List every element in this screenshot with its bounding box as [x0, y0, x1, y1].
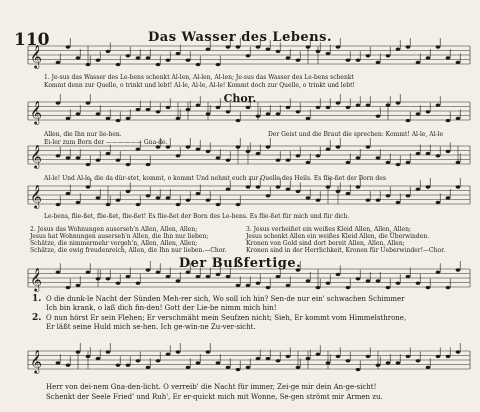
note-head	[236, 145, 241, 148]
note-head	[266, 145, 271, 148]
note-head	[176, 154, 181, 157]
note-head	[306, 117, 311, 120]
note-head	[296, 110, 301, 113]
note-head	[296, 154, 301, 157]
verse-text: Kronen sind in der Herrlichkeit, Kronen für Ueberwinder!—Chor.	[246, 247, 446, 254]
note-head	[426, 152, 431, 155]
note-head	[396, 361, 401, 364]
verse-text: 3. Jesus verheißet ein weißes Kleid Allen, Allen, Allen;	[246, 226, 411, 233]
note-head	[256, 45, 261, 48]
note-head	[106, 203, 111, 206]
note-head	[316, 106, 321, 109]
note-head	[76, 284, 81, 287]
note-head	[456, 161, 461, 164]
note-head	[356, 185, 361, 188]
note-head	[176, 203, 181, 206]
note-head	[126, 54, 131, 57]
note-head	[76, 56, 81, 59]
note-head	[156, 63, 161, 66]
note-head	[356, 277, 361, 280]
note-head	[336, 273, 341, 276]
note-head	[236, 203, 241, 206]
note-head	[106, 152, 111, 155]
note-head	[376, 156, 381, 159]
note-head	[116, 364, 121, 367]
note-head	[296, 190, 301, 193]
note-head	[146, 194, 151, 197]
note-head	[76, 156, 81, 159]
note-head	[346, 286, 351, 289]
lyric-line: Le-bens, flie-ßet, flie-ßet, flie-ßet! Es flie-ßet der Born des Le-bens. Es flie-ßet für mich und für dich.	[44, 213, 350, 220]
note-head	[386, 361, 391, 364]
note-head	[86, 163, 91, 166]
note-head	[376, 199, 381, 202]
note-head	[106, 350, 111, 353]
note-head	[406, 161, 411, 164]
note-head	[436, 154, 441, 157]
note-head	[316, 199, 321, 202]
note-head	[136, 282, 141, 285]
note-head	[176, 350, 181, 353]
note-head	[306, 279, 311, 282]
lyric-line: Al-le! Und Al-le, die da dür-stet, kommt, o kommt Und nehmt euch zur Quelle des Heils. Es flie-ßet der Born des	[44, 175, 386, 182]
note-head	[256, 282, 261, 285]
note-head	[336, 45, 341, 48]
note-head	[426, 110, 431, 113]
note-head	[446, 196, 451, 199]
note-head	[416, 359, 421, 362]
note-head	[246, 284, 251, 287]
note-head	[436, 355, 441, 358]
note-head	[66, 192, 71, 195]
note-head	[236, 119, 241, 122]
note-head	[136, 359, 141, 362]
note-head	[96, 59, 101, 62]
note-head	[76, 112, 81, 115]
note-head	[346, 161, 351, 164]
note-head	[236, 45, 241, 48]
note-head	[356, 59, 361, 62]
note-head	[456, 185, 461, 188]
note-head	[296, 59, 301, 62]
note-head	[56, 154, 61, 157]
note-head	[236, 368, 241, 371]
note-head	[66, 45, 71, 48]
note-head	[326, 52, 331, 55]
note-head	[386, 286, 391, 289]
song-title-2: Der Bußfertige.	[178, 256, 302, 271]
note-head	[376, 115, 381, 118]
note-head	[226, 159, 231, 162]
note-head	[376, 61, 381, 64]
note-head	[156, 196, 161, 199]
note-head	[146, 56, 151, 59]
note-head	[326, 148, 331, 151]
note-head	[316, 50, 321, 53]
note-head	[446, 56, 451, 59]
note-head	[246, 54, 251, 57]
note-head	[156, 271, 161, 274]
note-head	[376, 279, 381, 282]
note-head	[266, 357, 271, 360]
verse-text: 2. Jesus das Wohnungen auserseh'n Allen, Allen, Allen;	[30, 226, 198, 233]
note-head	[386, 54, 391, 57]
note-head	[166, 353, 171, 356]
note-head	[116, 159, 121, 162]
note-head	[416, 188, 421, 191]
note-head	[136, 56, 141, 59]
note-head	[96, 112, 101, 115]
lyric-line: Der Geist und die Braut die sprechen: Kommt! Al-le, Al-le	[268, 131, 444, 138]
note-head	[316, 286, 321, 289]
lyric-line: 1. Je-sus das Wasser des Le-bens schenkt Al-len, Al-len, Al-len; Je-sus das Wasser des Le-bens schenkt	[44, 74, 354, 81]
note-head	[336, 145, 341, 148]
note-head	[226, 45, 231, 48]
lyric-line: Ei-ler zum Born der —————— Gna-de.	[44, 139, 168, 146]
note-head	[96, 277, 101, 280]
note-head	[286, 56, 291, 59]
note-head	[346, 359, 351, 362]
note-head	[276, 275, 281, 278]
note-head	[446, 355, 451, 358]
note-head	[276, 50, 281, 53]
note-head	[66, 286, 71, 289]
note-head	[216, 106, 221, 109]
note-head	[426, 185, 431, 188]
page-number: 110	[14, 30, 50, 50]
note-head	[346, 106, 351, 109]
note-head	[206, 48, 211, 51]
note-head	[276, 159, 281, 162]
note-head	[216, 273, 221, 276]
note-head	[416, 282, 421, 285]
note-head	[166, 196, 171, 199]
note-head	[396, 282, 401, 285]
note-head	[336, 355, 341, 358]
note-head	[286, 106, 291, 109]
note-head	[186, 199, 191, 202]
treble-clef-icon: 𝄞	[30, 184, 42, 208]
note-head	[166, 59, 171, 62]
note-head	[276, 112, 281, 115]
chor-label: Chor.	[223, 92, 257, 105]
note-head	[226, 188, 231, 191]
note-head	[86, 63, 91, 66]
note-head	[306, 45, 311, 48]
note-head	[416, 112, 421, 115]
note-head	[436, 201, 441, 204]
note-head	[216, 156, 221, 159]
note-head	[346, 192, 351, 195]
note-head	[286, 355, 291, 358]
note-head	[126, 275, 131, 278]
note-head	[56, 61, 61, 64]
note-head	[206, 150, 211, 153]
note-head	[256, 115, 261, 118]
note-head	[436, 271, 441, 274]
note-head	[96, 159, 101, 162]
note-head	[366, 145, 371, 148]
note-head	[446, 286, 451, 289]
note-head	[206, 350, 211, 353]
note-head	[126, 364, 131, 367]
note-head	[66, 117, 71, 120]
note-head	[356, 368, 361, 371]
note-head	[146, 366, 151, 369]
note-head	[166, 275, 171, 278]
note-head	[396, 201, 401, 204]
note-head	[306, 357, 311, 360]
note-head	[226, 110, 231, 113]
note-head	[456, 117, 461, 120]
verse-text: Jesus schenkt Allen ein weißes Kleid Allen, die Überwinden.	[246, 233, 430, 240]
song-title: Das Wasser des Lebens.	[148, 30, 332, 45]
note-head	[296, 366, 301, 369]
note-head	[226, 275, 231, 278]
note-head	[196, 63, 201, 66]
note-head	[376, 364, 381, 367]
note-head	[316, 353, 321, 356]
note-head	[176, 117, 181, 120]
note-head	[396, 48, 401, 51]
note-head	[386, 161, 391, 164]
verse-number: 1.	[32, 294, 42, 304]
note-head	[356, 156, 361, 159]
note-head	[96, 357, 101, 360]
note-head	[206, 199, 211, 202]
note-head	[186, 366, 191, 369]
note-head	[286, 188, 291, 191]
note-head	[266, 194, 271, 197]
note-head	[386, 194, 391, 197]
note-head	[206, 275, 211, 278]
note-head	[146, 163, 151, 166]
note-head	[456, 61, 461, 64]
lyric-line: O die dunk-le Nacht der Sünden Meh-rer sich, Wo soll ich hin? Sen-de nur ein' schwachen Schimmer	[46, 295, 405, 303]
note-head	[196, 361, 201, 364]
note-head	[136, 108, 141, 111]
note-head	[106, 277, 111, 280]
note-head	[416, 61, 421, 64]
note-head	[56, 203, 61, 206]
note-head	[326, 106, 331, 109]
note-head	[256, 357, 261, 360]
treble-clef-icon: 𝄞	[30, 44, 42, 68]
note-head	[226, 366, 231, 369]
note-head	[406, 194, 411, 197]
note-head	[266, 286, 271, 289]
verse-number: 2.	[32, 313, 42, 323]
note-head	[136, 148, 141, 151]
note-head	[156, 359, 161, 362]
note-head	[126, 190, 131, 193]
note-head	[136, 203, 141, 206]
note-head	[406, 275, 411, 278]
note-head	[176, 52, 181, 55]
note-head	[116, 282, 121, 285]
note-head	[186, 59, 191, 62]
note-head	[316, 154, 321, 157]
note-head	[326, 185, 331, 188]
note-head	[426, 366, 431, 369]
note-head	[86, 185, 91, 188]
verse-text: Schätze, die nimmermehr vergeh'n, Allen, Allen, Allen;	[30, 240, 198, 247]
note-head	[186, 271, 191, 274]
note-head	[436, 45, 441, 48]
note-head	[106, 117, 111, 120]
lyric-line: Herr von dei-nem Gna-den-licht. O verreib' die Nacht für immer, Zei-ge mir dein An-ge-sicht!	[46, 383, 377, 391]
note-head	[236, 284, 241, 287]
note-head	[256, 152, 261, 155]
note-head	[116, 119, 121, 122]
note-head	[146, 108, 151, 111]
note-head	[76, 350, 81, 353]
note-head	[336, 190, 341, 193]
note-head	[76, 201, 81, 204]
lyric-line: Schenkt der Seele Fried' und Ruh', Er er-quickt mich mit Wonne, Se-gen strömt mir Armen zu.	[46, 393, 383, 401]
note-head	[156, 110, 161, 113]
note-head	[176, 279, 181, 282]
verse-text: Schätze, die ewig freudenreich, Allen, die Ihn nur lieben.—Chor.	[30, 247, 227, 254]
treble-clef-icon: 𝄞	[30, 100, 42, 124]
note-head	[306, 161, 311, 164]
lyric-line: Ich bin krank, o laß dich fin-den! Gott der Lie-be nimm mich hin!	[46, 304, 277, 312]
note-head	[256, 185, 261, 188]
note-head	[306, 196, 311, 199]
note-head	[456, 350, 461, 353]
note-head	[406, 119, 411, 122]
note-head	[326, 361, 331, 364]
note-head	[196, 148, 201, 151]
note-head	[286, 284, 291, 287]
note-head	[366, 279, 371, 282]
note-head	[66, 156, 71, 159]
note-head	[426, 56, 431, 59]
note-head	[116, 199, 121, 202]
note-head	[66, 364, 71, 367]
note-head	[266, 48, 271, 51]
note-head	[396, 163, 401, 166]
note-head	[216, 63, 221, 66]
note-head	[116, 63, 121, 66]
note-head	[366, 54, 371, 57]
lyric-line: Er läßt seine Huld mich se-hen. Ich ge-win-ne Zu-ver-sicht.	[46, 323, 256, 331]
note-head	[56, 271, 61, 274]
note-head	[216, 203, 221, 206]
note-head	[96, 196, 101, 199]
verse-text: Jesus hat Wohnungen auserseh'n Allen, die Ihn nur lieben;	[30, 233, 209, 240]
note-head	[446, 119, 451, 122]
note-head	[246, 185, 251, 188]
lyric-line: Kommt denn zur Quelle, o trinkt und lebt! Al-le, Al-le, Al-le! Kommt doch zur Quelle, o trinkt und lebt!	[44, 82, 355, 89]
note-head	[416, 152, 421, 155]
note-head	[406, 45, 411, 48]
verse-text: Kronen von Gold sind dort bereit Allen, Allen, Allen;	[246, 240, 405, 247]
note-head	[126, 163, 131, 166]
note-head	[326, 282, 331, 285]
treble-clef-icon: 𝄞	[30, 267, 42, 291]
note-head	[366, 199, 371, 202]
note-head	[56, 361, 61, 364]
note-head	[126, 117, 131, 120]
note-head	[266, 112, 271, 115]
note-head	[216, 361, 221, 364]
lyric-line: O nun hörst Er sein Flehen; Er verschmäht mein Seufzen nicht; Sieh, Er kommt vom Himmelsthrone,	[46, 314, 407, 322]
note-head	[246, 150, 251, 153]
note-head	[276, 359, 281, 362]
note-head	[196, 275, 201, 278]
note-head	[186, 108, 191, 111]
note-head	[426, 286, 431, 289]
note-head	[346, 59, 351, 62]
note-head	[206, 112, 211, 115]
treble-clef-icon: 𝄞	[30, 349, 42, 373]
note-head	[106, 50, 111, 53]
note-head	[196, 192, 201, 195]
note-head	[86, 271, 91, 274]
note-head	[286, 159, 291, 162]
note-head	[166, 106, 171, 109]
treble-clef-icon: 𝄞	[30, 144, 42, 168]
note-head	[446, 150, 451, 153]
note-head	[276, 185, 281, 188]
note-head	[406, 355, 411, 358]
note-head	[246, 106, 251, 109]
lyric-line: Allen, die Ihn nur lie-ben.	[44, 131, 122, 138]
note-head	[366, 355, 371, 358]
note-head	[246, 366, 251, 369]
note-head	[86, 355, 91, 358]
note-head	[186, 145, 191, 148]
